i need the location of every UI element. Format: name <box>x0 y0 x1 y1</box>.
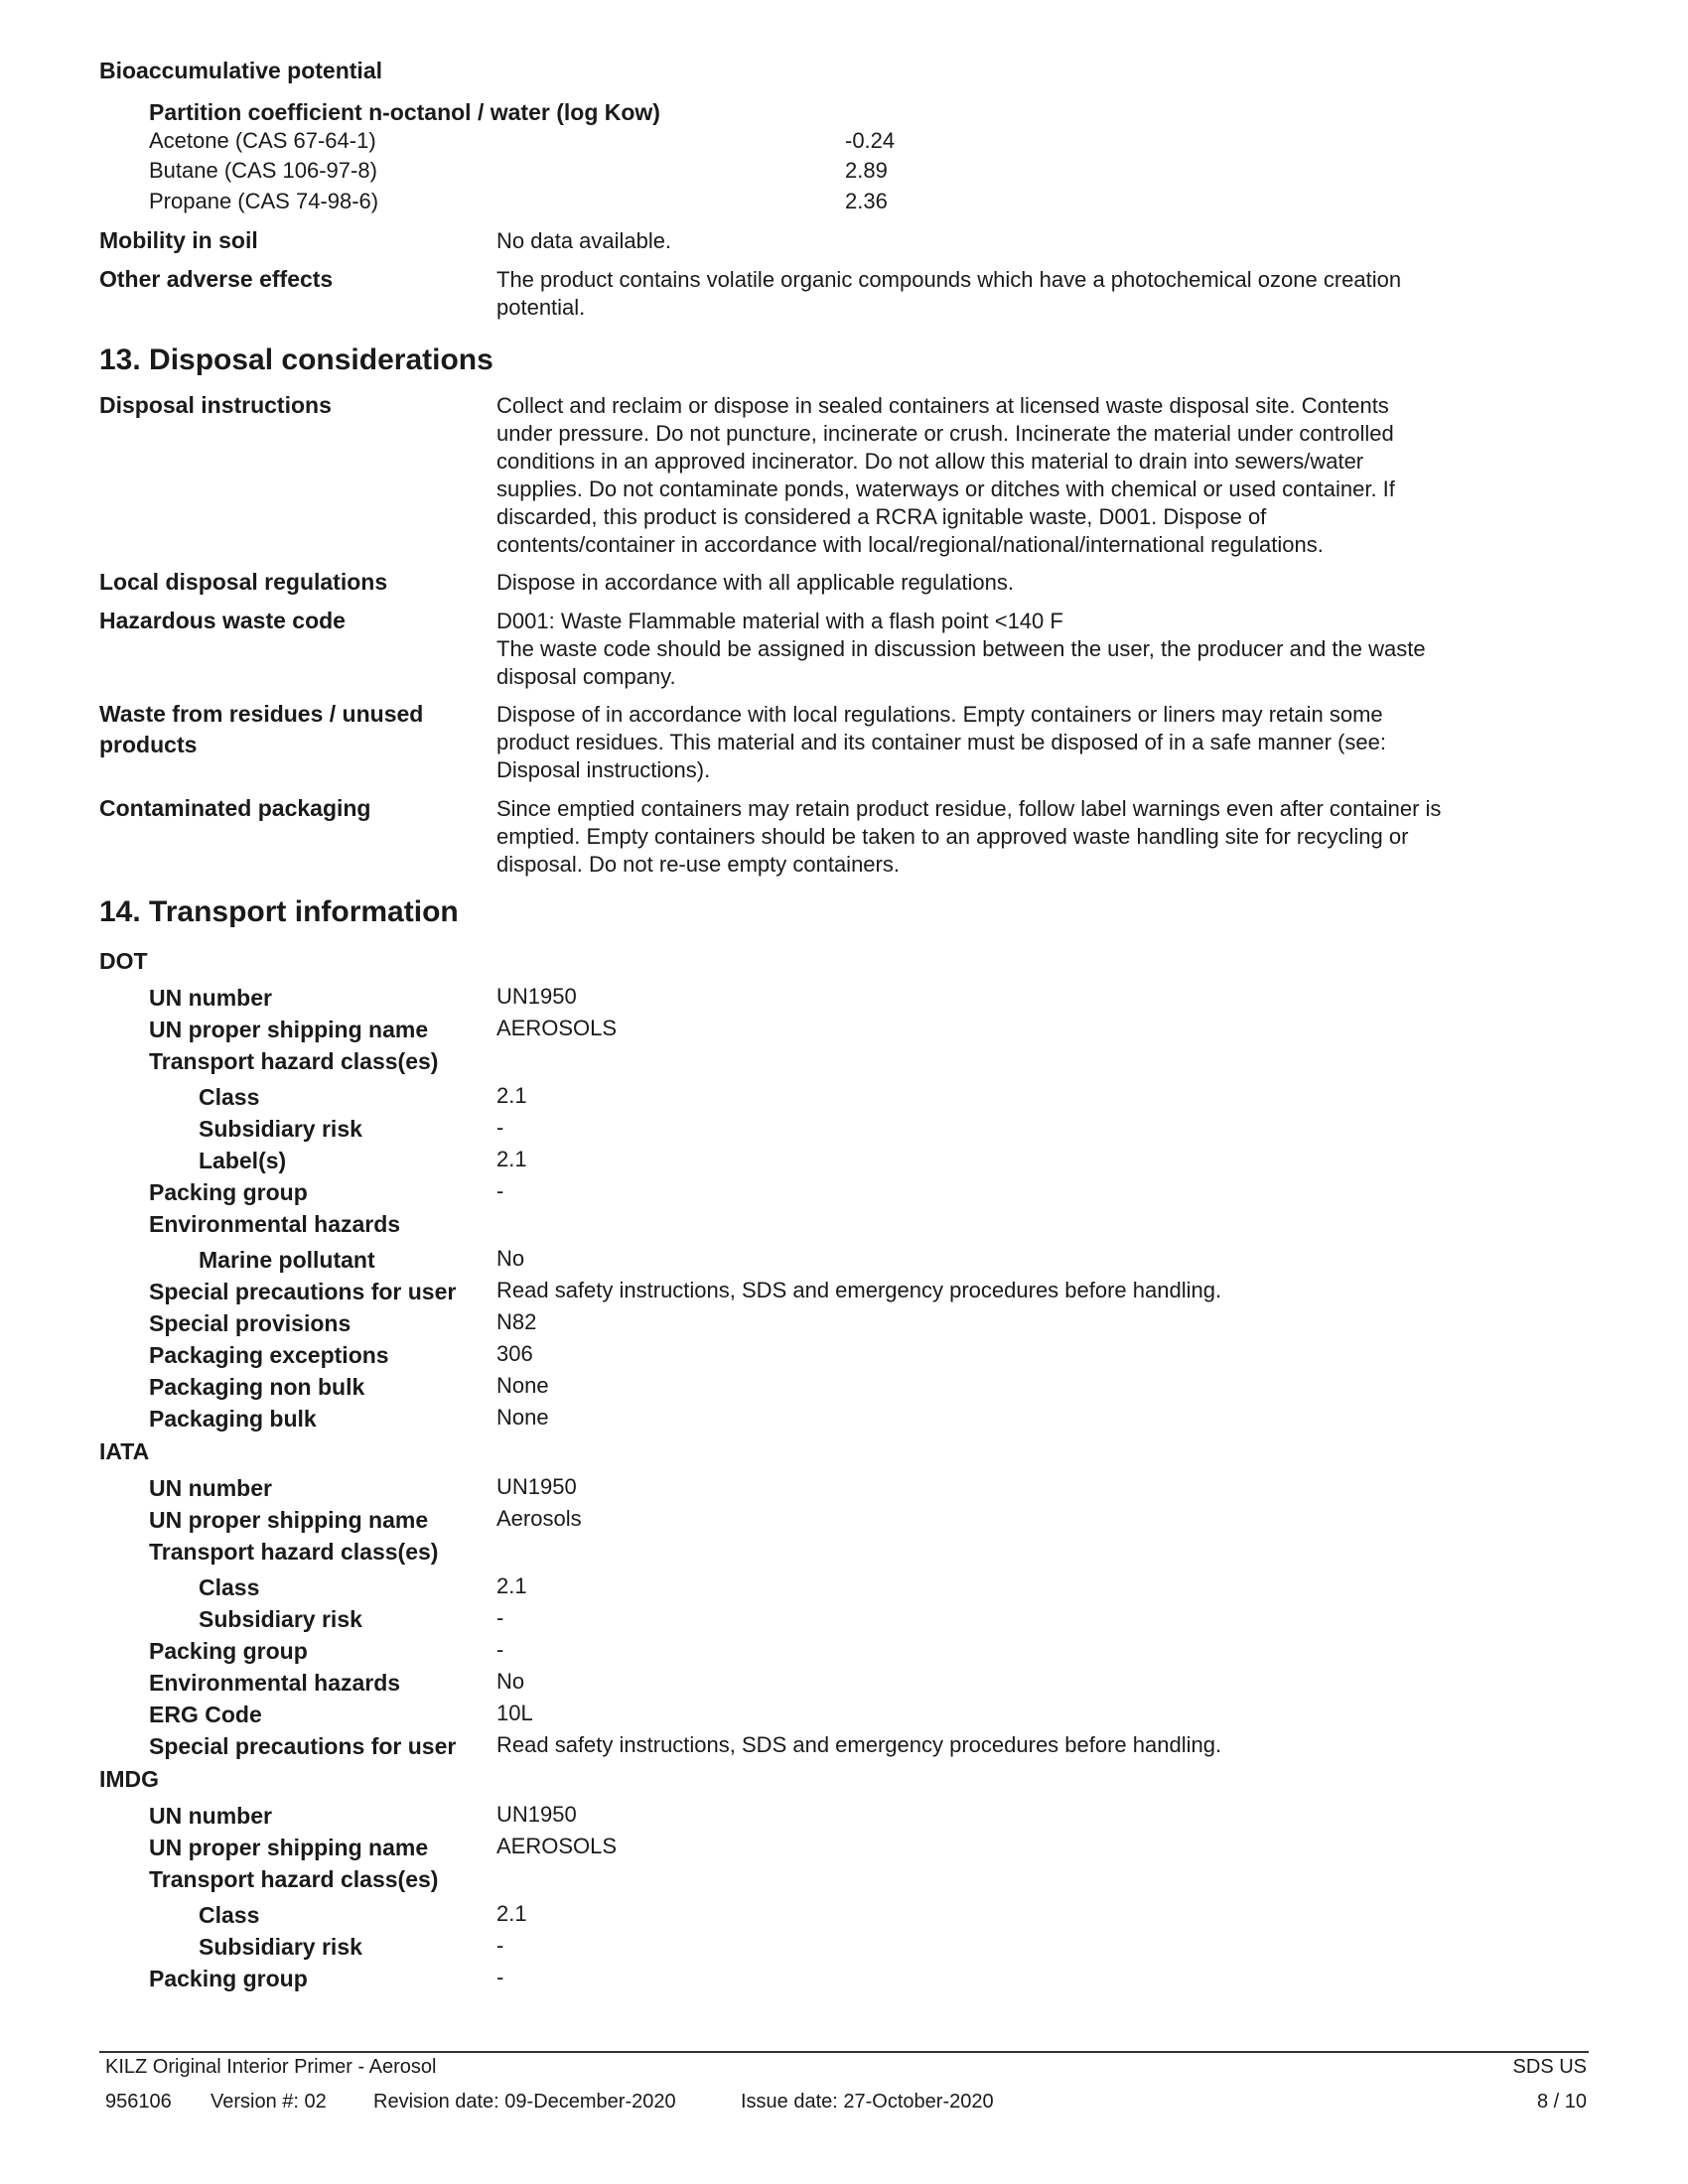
footer-version: Version #: 02 <box>211 2091 327 2113</box>
packaging-line: Since emptied containers may retain product residue, follow label warnings even after container is <box>496 796 1442 821</box>
dot-special-provisions-label: Special provisions <box>149 1310 352 1336</box>
imdg-heading: IMDG <box>99 1766 160 1792</box>
iata-packing-group-label: Packing group <box>149 1638 308 1664</box>
waste-line: product residues. This material and its container must be disposed of in a safe manner (see: <box>496 730 1386 754</box>
local-disposal-label: Local disposal regulations <box>99 569 388 595</box>
haz-line: The waste code should be assigned in discussion between the user, the producer and the waste <box>496 636 1426 661</box>
dot-labels-value: 2.1 <box>496 1147 527 1171</box>
hazardous-waste-label: Hazardous waste code <box>99 608 346 633</box>
imdg-class-value: 2.1 <box>496 1901 527 1926</box>
dot-marine-pollutant-value: No <box>496 1246 525 1271</box>
dot-marine-pollutant-label: Marine pollutant <box>199 1247 375 1273</box>
disposal-line: conditions in an approved incinerator. Do not allow this material to drain into sewers/water <box>496 449 1364 474</box>
contaminated-packaging-label: Contaminated packaging <box>99 795 371 821</box>
iata-shipping-name-label: UN proper shipping name <box>149 1507 429 1533</box>
disposal-instructions-label: Disposal instructions <box>99 392 332 418</box>
iata-un-number-label: UN number <box>149 1475 272 1501</box>
mobility-value: No data available. <box>496 228 672 253</box>
waste-residues-label-2: products <box>99 732 198 757</box>
footer-issue-date: Issue date: 27-October-2020 <box>741 2091 994 2113</box>
iata-un-number-value: UN1950 <box>496 1474 577 1499</box>
section-13-title: 13. Disposal considerations <box>99 343 493 376</box>
dot-special-precautions-label: Special precautions for user <box>149 1279 457 1304</box>
dot-shipping-name-label: UN proper shipping name <box>149 1017 429 1042</box>
imdg-class-label: Class <box>199 1902 260 1928</box>
footer-page-number: 8 / 10 <box>1536 2091 1587 2113</box>
imdg-packing-group-label: Packing group <box>149 1966 308 1991</box>
imdg-un-number-value: UN1950 <box>496 1802 577 1827</box>
kow-value-acetone: -0.24 <box>845 128 896 153</box>
iata-special-precautions-value: Read safety instructions, SDS and emergency procedures before handling. <box>496 1732 1222 1757</box>
imdg-shipping-name-label: UN proper shipping name <box>149 1835 429 1860</box>
imdg-subsidiary-value: - <box>496 1933 504 1958</box>
footer-revision-date: Revision date: 09-December-2020 <box>373 2091 676 2113</box>
disposal-line: Collect and reclaim or dispose in sealed containers at licensed waste disposal site. Contents <box>496 393 1389 418</box>
kow-value-butane: 2.89 <box>845 158 888 183</box>
footer-product-name: KILZ Original Interior Primer - Aerosol <box>105 2056 437 2078</box>
iata-class-label: Class <box>199 1574 260 1600</box>
footer-divider <box>99 2051 1589 2053</box>
dot-packaging-bulk-label: Packaging bulk <box>149 1406 317 1432</box>
disposal-line: contents/container in accordance with local/regional/national/international regulations. <box>496 532 1324 557</box>
adverse-label: Other adverse effects <box>99 266 334 292</box>
dot-packaging-non-bulk-label: Packaging non bulk <box>149 1374 365 1400</box>
packaging-line: disposal. Do not re-use empty containers. <box>496 852 900 877</box>
imdg-subsidiary-label: Subsidiary risk <box>199 1934 362 1960</box>
waste-line: Dispose of in accordance with local regulations. Empty containers or liners may retain some <box>496 702 1383 727</box>
iata-packing-group-value: - <box>496 1637 504 1662</box>
dot-special-provisions-value: N82 <box>496 1309 537 1334</box>
haz-line: disposal company. <box>496 664 676 689</box>
iata-shipping-name-value: Aerosols <box>496 1506 582 1531</box>
partition-coefficient-heading: Partition coefficient n-octanol / water (log Kow) <box>149 99 660 125</box>
iata-env-hazards-value: No <box>496 1669 525 1694</box>
dot-heading: DOT <box>99 948 148 974</box>
kow-name-acetone: Acetone (CAS 67-64-1) <box>149 128 376 153</box>
footer-doc-type: SDS US <box>1512 2056 1587 2078</box>
iata-special-precautions-label: Special precautions for user <box>149 1733 457 1759</box>
dot-packaging-non-bulk-value: None <box>496 1373 549 1398</box>
kow-name-propane: Propane (CAS 74-98-6) <box>149 189 379 213</box>
imdg-un-number-label: UN number <box>149 1803 272 1829</box>
kow-name-butane: Butane (CAS 106-97-8) <box>149 158 377 183</box>
dot-class-label: Class <box>199 1084 260 1110</box>
dot-packaging-exceptions-label: Packaging exceptions <box>149 1342 389 1368</box>
dot-labels-label: Label(s) <box>199 1148 287 1173</box>
iata-hazard-class-label: Transport hazard class(es) <box>149 1539 439 1565</box>
footer-doc-id: 956106 <box>105 2091 172 2113</box>
local-disposal-value: Dispose in accordance with all applicable regulations. <box>496 570 1014 595</box>
dot-special-precautions-value: Read safety instructions, SDS and emergency procedures before handling. <box>496 1278 1222 1302</box>
dot-packing-group-value: - <box>496 1178 504 1203</box>
imdg-packing-group-value: - <box>496 1965 504 1989</box>
waste-line: Disposal instructions). <box>496 757 711 782</box>
dot-un-number-label: UN number <box>149 985 272 1011</box>
waste-residues-label: Waste from residues / unused <box>99 701 424 727</box>
iata-subsidiary-label: Subsidiary risk <box>199 1606 362 1632</box>
iata-heading: IATA <box>99 1438 150 1464</box>
iata-erg-code-value: 10L <box>496 1701 533 1725</box>
dot-packaging-exceptions-value: 306 <box>496 1341 533 1366</box>
dot-subsidiary-label: Subsidiary risk <box>199 1116 362 1142</box>
iata-class-value: 2.1 <box>496 1573 527 1598</box>
dot-hazard-class-label: Transport hazard class(es) <box>149 1048 439 1074</box>
mobility-label: Mobility in soil <box>99 227 258 253</box>
bioaccumulative-heading: Bioaccumulative potential <box>99 58 383 83</box>
dot-un-number-value: UN1950 <box>496 984 577 1009</box>
disposal-line: supplies. Do not contaminate ponds, waterways or ditches with chemical or used container. If <box>496 477 1395 501</box>
dot-packing-group-label: Packing group <box>149 1179 308 1205</box>
imdg-shipping-name-value: AEROSOLS <box>496 1834 618 1858</box>
adverse-line: The product contains volatile organic compounds which have a photochemical ozone creation <box>496 267 1402 292</box>
adverse-line: potential. <box>496 295 586 320</box>
kow-value-propane: 2.36 <box>845 189 888 213</box>
dot-subsidiary-value: - <box>496 1115 504 1140</box>
dot-class-value: 2.1 <box>496 1083 527 1108</box>
iata-erg-code-label: ERG Code <box>149 1702 262 1727</box>
dot-env-hazards-label: Environmental hazards <box>149 1211 401 1237</box>
dot-shipping-name-value: AEROSOLS <box>496 1016 618 1040</box>
packaging-line: emptied. Empty containers should be taken to an approved waste handling site for recycling or <box>496 824 1409 849</box>
dot-packaging-bulk-value: None <box>496 1405 549 1430</box>
iata-subsidiary-value: - <box>496 1605 504 1630</box>
disposal-line: under pressure. Do not puncture, incinerate or crush. Incinerate the material under controlled <box>496 421 1394 446</box>
haz-line: D001: Waste Flammable material with a flash point <140 F <box>496 609 1063 633</box>
iata-env-hazards-label: Environmental hazards <box>149 1670 401 1696</box>
section-14-title: 14. Transport information <box>99 895 459 928</box>
imdg-hazard-class-label: Transport hazard class(es) <box>149 1866 439 1892</box>
disposal-line: discarded, this product is considered a RCRA ignitable waste, D001. Dispose of <box>496 504 1267 529</box>
